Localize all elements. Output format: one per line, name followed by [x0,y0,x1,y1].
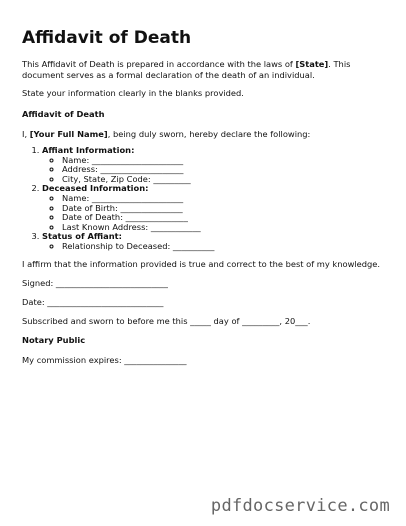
section-title: Deceased Information: [42,183,149,194]
affidavit-heading: Affidavit of Death [22,109,105,119]
declaration-prefix: I, [22,129,30,139]
date-of-birth-field[interactable]: ◦ Date of Birth: _______________ [62,204,392,214]
subscribed-sworn-line[interactable]: Subscribed and sworn to before me this _____ day of _________, 20___. [22,315,311,326]
section-affiant-information [42,146,392,184]
full-name-placeholder: [Your Full Name] [29,129,108,139]
commission-expires-line[interactable]: My commission expires: _______________ [22,354,187,365]
affiant-name-field[interactable]: ◦ Name: ______________________ [62,156,392,166]
state-placeholder: [State] [295,59,329,69]
section-title: Status of Affiant: [42,231,122,242]
intro-text-before: This Affidavit of Death is prepared in accordance with the laws of [22,59,296,69]
document-page [22,28,392,366]
section-title: Affiant Information: [42,145,135,155]
deceased-name-field[interactable]: ◦ Name: ______________________ [62,194,392,204]
date-line[interactable]: Date: ____________________________ [22,296,164,307]
intro-paragraph [22,59,392,81]
document-title: Affidavit of Death [22,28,192,48]
field-list [42,194,392,232]
instruction-text: State your information clearly in the blanks provided. [22,88,244,98]
affiant-address-field[interactable]: ◦ Address: ____________________ [62,165,392,175]
section-status-of-affiant [42,232,392,251]
signed-line[interactable]: Signed: ___________________________ [22,277,168,288]
field-list [42,156,392,185]
relationship-field[interactable]: ◦ Relationship to Deceased: __________ [62,242,392,252]
affirmation-text: I affirm that the information provided is true and correct to the best of my knowledge. [22,258,381,269]
last-known-address-field[interactable]: ◦ Last Known Address: ____________ [62,223,392,233]
field-list [42,242,392,252]
declaration-paragraph [22,129,392,140]
declaration-suffix: , being duly sworn, hereby declare the following: [107,129,311,139]
date-of-death-field[interactable]: ◦ Date of Death: _______________ [62,213,392,223]
notary-heading: Notary Public [22,334,86,345]
intro-text-after: . This document serves as a formal declaration of the death of an individual. [22,59,351,80]
section-deceased-information [42,184,392,232]
sections-list [22,146,392,252]
watermark-logo: pdfdocservice.com [210,496,390,516]
affiant-city-state-zip-field[interactable]: ◦ City, State, Zip Code: _________ [62,175,392,185]
